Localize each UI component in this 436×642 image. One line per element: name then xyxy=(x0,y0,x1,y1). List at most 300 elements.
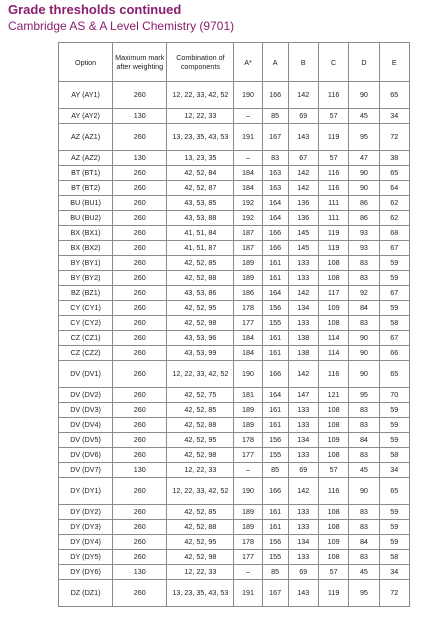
grade-a-cell: 164 xyxy=(262,286,288,301)
max-mark-cell: 260 xyxy=(113,388,167,403)
grade-astar-cell: – xyxy=(234,109,262,124)
table-row xyxy=(59,109,410,124)
max-mark-cell: 260 xyxy=(113,124,167,151)
grade-b-cell: 67 xyxy=(288,151,318,166)
grade-astar-cell: 177 xyxy=(234,316,262,331)
max-mark-cell: 260 xyxy=(113,346,167,361)
grade-d-cell: 95 xyxy=(349,124,379,151)
grade-b-cell: 133 xyxy=(288,418,318,433)
grade-a-cell: 161 xyxy=(262,331,288,346)
header-grade-a: A xyxy=(262,43,288,82)
components-cell: 42, 52, 87 xyxy=(167,181,234,196)
grade-d-cell: 83 xyxy=(349,448,379,463)
grade-a-cell: 83 xyxy=(262,151,288,166)
grade-d-cell: 92 xyxy=(349,286,379,301)
grade-astar-cell: 192 xyxy=(234,196,262,211)
grade-c-cell: 109 xyxy=(318,535,348,550)
components-cell: 13, 23, 35, 43, 53 xyxy=(167,124,234,151)
grade-d-cell: 83 xyxy=(349,520,379,535)
grade-e-cell: 38 xyxy=(379,151,409,166)
grade-e-cell: 65 xyxy=(379,361,409,388)
table-row xyxy=(59,241,410,256)
option-cell: AY (AY2) xyxy=(59,109,113,124)
grade-b-cell: 133 xyxy=(288,316,318,331)
grade-d-cell: 83 xyxy=(349,403,379,418)
option-cell: AZ (AZ1) xyxy=(59,124,113,151)
grade-c-cell: 108 xyxy=(318,550,348,565)
grade-a-cell: 166 xyxy=(262,478,288,505)
max-mark-cell: 260 xyxy=(113,181,167,196)
grade-e-cell: 67 xyxy=(379,331,409,346)
option-cell: DV (DV1) xyxy=(59,361,113,388)
grade-a-cell: 156 xyxy=(262,535,288,550)
grade-e-cell: 59 xyxy=(379,418,409,433)
table-row xyxy=(59,196,410,211)
grade-c-cell: 116 xyxy=(318,478,348,505)
components-cell: 42, 52, 88 xyxy=(167,418,234,433)
table-row xyxy=(59,271,410,286)
grade-e-cell: 58 xyxy=(379,448,409,463)
grade-e-cell: 65 xyxy=(379,166,409,181)
max-mark-cell: 130 xyxy=(113,565,167,580)
option-cell: CY (CY1) xyxy=(59,301,113,316)
max-mark-cell: 130 xyxy=(113,151,167,166)
grade-a-cell: 163 xyxy=(262,166,288,181)
grade-e-cell: 59 xyxy=(379,520,409,535)
grade-e-cell: 62 xyxy=(379,196,409,211)
grade-b-cell: 145 xyxy=(288,241,318,256)
grade-b-cell: 142 xyxy=(288,82,318,109)
grade-b-cell: 69 xyxy=(288,565,318,580)
option-cell: DY (DY4) xyxy=(59,535,113,550)
grade-astar-cell: 184 xyxy=(234,331,262,346)
table-row xyxy=(59,520,410,535)
max-mark-cell: 130 xyxy=(113,109,167,124)
option-cell: BZ (BZ1) xyxy=(59,286,113,301)
grade-astar-cell: 190 xyxy=(234,478,262,505)
grade-c-cell: 119 xyxy=(318,124,348,151)
table-row xyxy=(59,151,410,166)
components-cell: 42, 52, 98 xyxy=(167,550,234,565)
table-row xyxy=(59,181,410,196)
grade-astar-cell: 177 xyxy=(234,550,262,565)
table-row xyxy=(59,346,410,361)
grade-b-cell: 133 xyxy=(288,520,318,535)
grade-a-cell: 155 xyxy=(262,550,288,565)
grade-d-cell: 84 xyxy=(349,535,379,550)
grade-c-cell: 108 xyxy=(318,418,348,433)
grade-astar-cell: 189 xyxy=(234,403,262,418)
grade-astar-cell: 189 xyxy=(234,520,262,535)
page-title: Grade thresholds continued xyxy=(8,2,182,17)
components-cell: 42, 52, 88 xyxy=(167,271,234,286)
grade-c-cell: 119 xyxy=(318,226,348,241)
components-cell: 42, 52, 95 xyxy=(167,433,234,448)
grade-astar-cell: 189 xyxy=(234,418,262,433)
option-cell: DY (DY3) xyxy=(59,520,113,535)
components-cell: 42, 52, 95 xyxy=(167,535,234,550)
grade-astar-cell: 189 xyxy=(234,271,262,286)
grade-b-cell: 143 xyxy=(288,580,318,607)
option-cell: BY (BY2) xyxy=(59,271,113,286)
table-row xyxy=(59,418,410,433)
grade-e-cell: 59 xyxy=(379,535,409,550)
table-row xyxy=(59,361,410,388)
header-grade-astar: A* xyxy=(234,43,262,82)
table-row xyxy=(59,166,410,181)
max-mark-cell: 260 xyxy=(113,403,167,418)
max-mark-cell: 260 xyxy=(113,316,167,331)
grade-c-cell: 111 xyxy=(318,196,348,211)
grade-d-cell: 86 xyxy=(349,196,379,211)
grade-d-cell: 83 xyxy=(349,316,379,331)
grade-c-cell: 119 xyxy=(318,241,348,256)
grade-a-cell: 164 xyxy=(262,388,288,403)
grade-astar-cell: 184 xyxy=(234,181,262,196)
max-mark-cell: 260 xyxy=(113,535,167,550)
grade-a-cell: 156 xyxy=(262,433,288,448)
grade-d-cell: 90 xyxy=(349,478,379,505)
grade-b-cell: 142 xyxy=(288,286,318,301)
grade-astar-cell: 192 xyxy=(234,211,262,226)
components-cell: 42, 52, 85 xyxy=(167,403,234,418)
components-cell: 42, 52, 85 xyxy=(167,505,234,520)
grade-e-cell: 58 xyxy=(379,550,409,565)
grade-astar-cell: 178 xyxy=(234,433,262,448)
grade-d-cell: 45 xyxy=(349,565,379,580)
grade-astar-cell: 187 xyxy=(234,226,262,241)
grade-a-cell: 167 xyxy=(262,580,288,607)
grade-c-cell: 57 xyxy=(318,565,348,580)
option-cell: BX (BX2) xyxy=(59,241,113,256)
max-mark-cell: 260 xyxy=(113,550,167,565)
grade-d-cell: 83 xyxy=(349,418,379,433)
grade-a-cell: 161 xyxy=(262,271,288,286)
grade-astar-cell: 181 xyxy=(234,388,262,403)
grade-c-cell: 108 xyxy=(318,256,348,271)
option-cell: DY (DY5) xyxy=(59,550,113,565)
option-cell: BU (BU1) xyxy=(59,196,113,211)
header-components: Combination of components xyxy=(167,43,234,82)
components-cell: 13, 23, 35 xyxy=(167,151,234,166)
table-row xyxy=(59,301,410,316)
table-body xyxy=(59,82,410,607)
table-row xyxy=(59,463,410,478)
grade-d-cell: 83 xyxy=(349,256,379,271)
grade-b-cell: 134 xyxy=(288,301,318,316)
grade-astar-cell: 177 xyxy=(234,448,262,463)
header-grade-d: D xyxy=(349,43,379,82)
grade-d-cell: 45 xyxy=(349,463,379,478)
page-subtitle: Cambridge AS & A Level Chemistry (9701) xyxy=(8,19,235,33)
grade-a-cell: 85 xyxy=(262,463,288,478)
table-header-row xyxy=(59,43,410,82)
grade-d-cell: 95 xyxy=(349,388,379,403)
option-cell: BT (BT2) xyxy=(59,181,113,196)
grade-b-cell: 142 xyxy=(288,361,318,388)
grade-a-cell: 155 xyxy=(262,316,288,331)
grade-astar-cell: 191 xyxy=(234,124,262,151)
grade-b-cell: 133 xyxy=(288,448,318,463)
max-mark-cell: 260 xyxy=(113,478,167,505)
grade-c-cell: 116 xyxy=(318,166,348,181)
grade-d-cell: 95 xyxy=(349,580,379,607)
option-cell: BY (BY1) xyxy=(59,256,113,271)
table-row xyxy=(59,316,410,331)
components-cell: 42, 52, 95 xyxy=(167,301,234,316)
header-grade-e: E xyxy=(379,43,409,82)
grade-a-cell: 161 xyxy=(262,346,288,361)
header-grade-b: B xyxy=(288,43,318,82)
grade-e-cell: 68 xyxy=(379,226,409,241)
grade-a-cell: 161 xyxy=(262,520,288,535)
grade-e-cell: 67 xyxy=(379,286,409,301)
grade-b-cell: 134 xyxy=(288,535,318,550)
grade-a-cell: 163 xyxy=(262,181,288,196)
grade-e-cell: 66 xyxy=(379,346,409,361)
table-row xyxy=(59,388,410,403)
option-cell: BT (BT1) xyxy=(59,166,113,181)
grade-a-cell: 167 xyxy=(262,124,288,151)
grade-astar-cell: 186 xyxy=(234,286,262,301)
grade-b-cell: 69 xyxy=(288,463,318,478)
grade-b-cell: 145 xyxy=(288,226,318,241)
grade-b-cell: 143 xyxy=(288,124,318,151)
max-mark-cell: 260 xyxy=(113,271,167,286)
grade-b-cell: 133 xyxy=(288,403,318,418)
header-max-mark: Maximum mark after weighting xyxy=(113,43,167,82)
grade-d-cell: 47 xyxy=(349,151,379,166)
max-mark-cell: 260 xyxy=(113,211,167,226)
grade-e-cell: 64 xyxy=(379,181,409,196)
table-row xyxy=(59,124,410,151)
grade-e-cell: 58 xyxy=(379,316,409,331)
grade-e-cell: 65 xyxy=(379,82,409,109)
grade-b-cell: 142 xyxy=(288,166,318,181)
grade-astar-cell: 190 xyxy=(234,361,262,388)
grade-c-cell: 117 xyxy=(318,286,348,301)
max-mark-cell: 260 xyxy=(113,448,167,463)
components-cell: 43, 53, 88 xyxy=(167,211,234,226)
option-cell: BX (BX1) xyxy=(59,226,113,241)
grade-a-cell: 161 xyxy=(262,418,288,433)
grade-b-cell: 133 xyxy=(288,256,318,271)
option-cell: DV (DV7) xyxy=(59,463,113,478)
grade-astar-cell: 184 xyxy=(234,346,262,361)
option-cell: DZ (DZ1) xyxy=(59,580,113,607)
grade-a-cell: 166 xyxy=(262,361,288,388)
components-cell: 12, 22, 33, 42, 52 xyxy=(167,361,234,388)
grade-a-cell: 164 xyxy=(262,211,288,226)
grade-b-cell: 136 xyxy=(288,196,318,211)
grade-c-cell: 121 xyxy=(318,388,348,403)
grade-d-cell: 83 xyxy=(349,505,379,520)
grade-e-cell: 72 xyxy=(379,124,409,151)
components-cell: 41, 51, 87 xyxy=(167,241,234,256)
grade-astar-cell: 190 xyxy=(234,82,262,109)
components-cell: 41, 51, 84 xyxy=(167,226,234,241)
grade-d-cell: 90 xyxy=(349,181,379,196)
grade-c-cell: 108 xyxy=(318,271,348,286)
grade-astar-cell: 187 xyxy=(234,241,262,256)
grade-e-cell: 62 xyxy=(379,211,409,226)
grade-c-cell: 116 xyxy=(318,82,348,109)
table-row xyxy=(59,226,410,241)
components-cell: 43, 53, 96 xyxy=(167,331,234,346)
grade-b-cell: 69 xyxy=(288,109,318,124)
grade-c-cell: 111 xyxy=(318,211,348,226)
option-cell: DV (DV2) xyxy=(59,388,113,403)
grade-c-cell: 116 xyxy=(318,181,348,196)
grade-a-cell: 85 xyxy=(262,565,288,580)
components-cell: 42, 52, 85 xyxy=(167,256,234,271)
option-cell: DV (DV3) xyxy=(59,403,113,418)
grade-d-cell: 84 xyxy=(349,433,379,448)
grade-astar-cell: 191 xyxy=(234,580,262,607)
grade-a-cell: 161 xyxy=(262,256,288,271)
grade-e-cell: 34 xyxy=(379,109,409,124)
option-cell: CZ (CZ1) xyxy=(59,331,113,346)
grade-d-cell: 93 xyxy=(349,241,379,256)
option-cell: BU (BU2) xyxy=(59,211,113,226)
grade-astar-cell: – xyxy=(234,151,262,166)
components-cell: 42, 52, 98 xyxy=(167,448,234,463)
max-mark-cell: 130 xyxy=(113,463,167,478)
table-row xyxy=(59,535,410,550)
grade-c-cell: 108 xyxy=(318,316,348,331)
components-cell: 42, 52, 88 xyxy=(167,520,234,535)
grade-d-cell: 83 xyxy=(349,550,379,565)
table-row xyxy=(59,286,410,301)
max-mark-cell: 260 xyxy=(113,505,167,520)
option-cell: CZ (CZ2) xyxy=(59,346,113,361)
grade-thresholds-table xyxy=(58,42,410,607)
grade-c-cell: 116 xyxy=(318,361,348,388)
grade-c-cell: 109 xyxy=(318,301,348,316)
components-cell: 43, 53, 86 xyxy=(167,286,234,301)
grade-e-cell: 59 xyxy=(379,301,409,316)
grade-b-cell: 142 xyxy=(288,478,318,505)
components-cell: 12, 22, 33, 42, 52 xyxy=(167,82,234,109)
grade-d-cell: 90 xyxy=(349,82,379,109)
grade-e-cell: 59 xyxy=(379,505,409,520)
grade-astar-cell: 184 xyxy=(234,166,262,181)
components-cell: 12, 22, 33, 42, 52 xyxy=(167,478,234,505)
grade-b-cell: 142 xyxy=(288,181,318,196)
grade-a-cell: 166 xyxy=(262,226,288,241)
table-row xyxy=(59,550,410,565)
max-mark-cell: 260 xyxy=(113,256,167,271)
grade-c-cell: 114 xyxy=(318,346,348,361)
option-cell: AZ (AZ2) xyxy=(59,151,113,166)
components-cell: 42, 52, 84 xyxy=(167,166,234,181)
max-mark-cell: 260 xyxy=(113,166,167,181)
grade-d-cell: 84 xyxy=(349,301,379,316)
max-mark-cell: 260 xyxy=(113,82,167,109)
grade-b-cell: 133 xyxy=(288,505,318,520)
components-cell: 42, 52, 98 xyxy=(167,316,234,331)
grade-b-cell: 136 xyxy=(288,211,318,226)
max-mark-cell: 260 xyxy=(113,196,167,211)
table-row xyxy=(59,403,410,418)
grade-b-cell: 133 xyxy=(288,271,318,286)
max-mark-cell: 260 xyxy=(113,301,167,316)
grade-c-cell: 108 xyxy=(318,505,348,520)
grade-b-cell: 138 xyxy=(288,346,318,361)
grade-d-cell: 90 xyxy=(349,346,379,361)
header-option: Option xyxy=(59,43,113,82)
max-mark-cell: 260 xyxy=(113,241,167,256)
table-row xyxy=(59,448,410,463)
grade-c-cell: 108 xyxy=(318,448,348,463)
option-cell: DY (DY2) xyxy=(59,505,113,520)
max-mark-cell: 260 xyxy=(113,418,167,433)
grade-astar-cell: 178 xyxy=(234,301,262,316)
grade-a-cell: 155 xyxy=(262,448,288,463)
grade-e-cell: 59 xyxy=(379,433,409,448)
grade-c-cell: 57 xyxy=(318,151,348,166)
option-cell: DV (DV4) xyxy=(59,418,113,433)
components-cell: 43, 53, 85 xyxy=(167,196,234,211)
grade-c-cell: 57 xyxy=(318,109,348,124)
table-row xyxy=(59,565,410,580)
components-cell: 12, 22, 33 xyxy=(167,109,234,124)
grade-e-cell: 70 xyxy=(379,388,409,403)
grade-a-cell: 156 xyxy=(262,301,288,316)
grade-astar-cell: 189 xyxy=(234,505,262,520)
grade-c-cell: 108 xyxy=(318,403,348,418)
grade-e-cell: 72 xyxy=(379,580,409,607)
grade-astar-cell: – xyxy=(234,463,262,478)
grade-a-cell: 161 xyxy=(262,403,288,418)
grade-e-cell: 59 xyxy=(379,403,409,418)
grade-c-cell: 114 xyxy=(318,331,348,346)
option-cell: DY (DY6) xyxy=(59,565,113,580)
grade-b-cell: 133 xyxy=(288,550,318,565)
components-cell: 42, 52, 75 xyxy=(167,388,234,403)
grade-e-cell: 59 xyxy=(379,271,409,286)
grade-a-cell: 161 xyxy=(262,505,288,520)
grade-d-cell: 90 xyxy=(349,166,379,181)
grade-e-cell: 34 xyxy=(379,463,409,478)
grade-a-cell: 166 xyxy=(262,82,288,109)
grade-astar-cell: 189 xyxy=(234,256,262,271)
table-row xyxy=(59,211,410,226)
grade-c-cell: 57 xyxy=(318,463,348,478)
grade-c-cell: 109 xyxy=(318,433,348,448)
grade-a-cell: 85 xyxy=(262,109,288,124)
components-cell: 43, 53, 99 xyxy=(167,346,234,361)
max-mark-cell: 260 xyxy=(113,580,167,607)
grade-c-cell: 119 xyxy=(318,580,348,607)
components-cell: 13, 23, 35, 43, 53 xyxy=(167,580,234,607)
option-cell: DV (DV5) xyxy=(59,433,113,448)
option-cell: DY (DY1) xyxy=(59,478,113,505)
max-mark-cell: 260 xyxy=(113,286,167,301)
grade-a-cell: 164 xyxy=(262,196,288,211)
grade-b-cell: 138 xyxy=(288,331,318,346)
grade-d-cell: 90 xyxy=(349,361,379,388)
grade-d-cell: 86 xyxy=(349,211,379,226)
grade-c-cell: 108 xyxy=(318,520,348,535)
table-row xyxy=(59,82,410,109)
components-cell: 12, 22, 33 xyxy=(167,565,234,580)
grade-astar-cell: – xyxy=(234,565,262,580)
max-mark-cell: 260 xyxy=(113,226,167,241)
grade-d-cell: 90 xyxy=(349,331,379,346)
option-cell: DV (DV6) xyxy=(59,448,113,463)
grade-b-cell: 147 xyxy=(288,388,318,403)
